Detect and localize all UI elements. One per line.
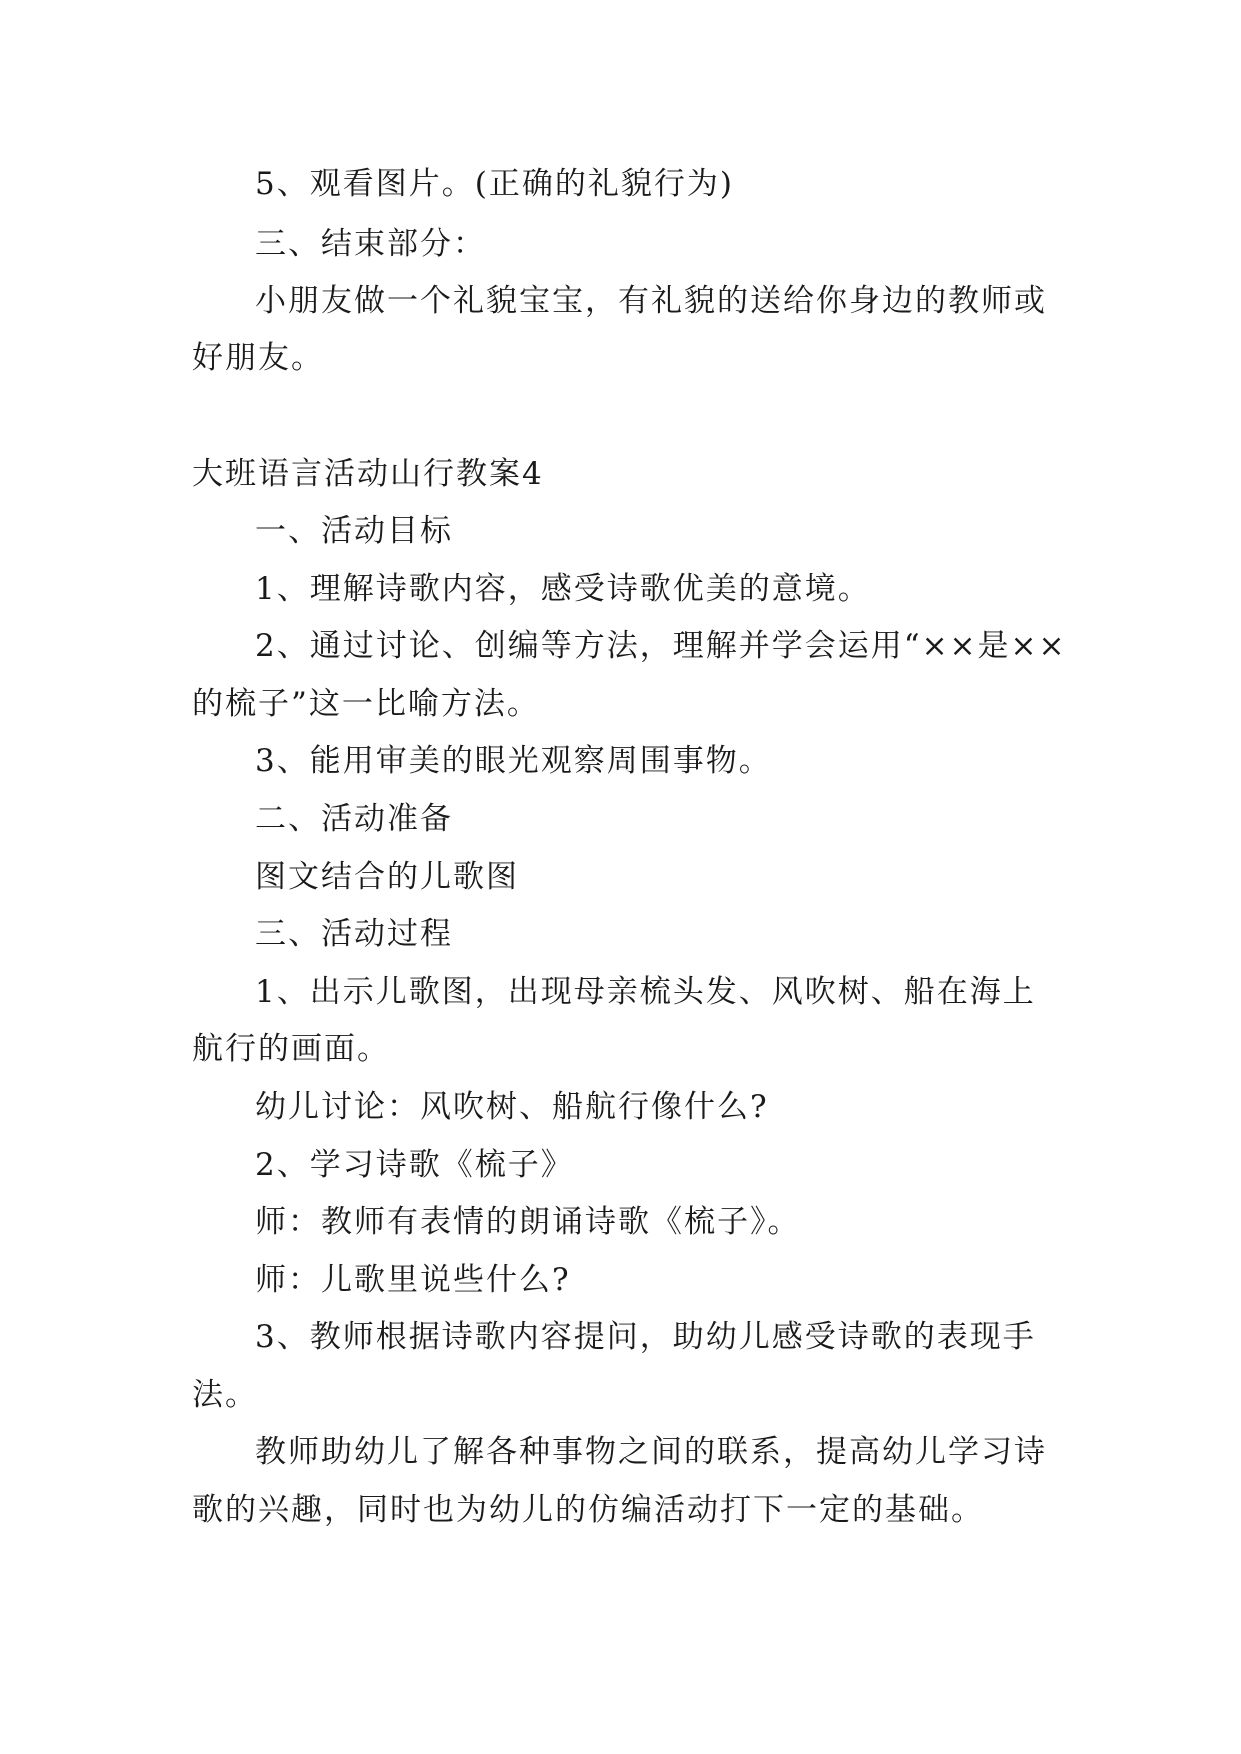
section-heading: 二、活动准备 [255, 801, 453, 837]
section-heading: 一、活动目标 [255, 513, 453, 549]
text-line: 3、能用审美的眼光观察周围事物。 [255, 743, 772, 779]
text-line: 小朋友做一个礼貌宝宝，有礼貌的送给你身边的教师或 [255, 283, 1047, 319]
text-line: 师：儿歌里说些什么? [255, 1262, 571, 1298]
text-line: 的梳子”这一比喻方法。 [192, 686, 540, 722]
text-line: 3、教师根据诗歌内容提问，助幼儿感受诗歌的表现手 [255, 1319, 1036, 1355]
text-line: 法。 [192, 1377, 258, 1413]
document-title: 大班语言活动山行教案4 [192, 456, 544, 492]
text-line: 1、出示儿歌图，出现母亲梳头发、风吹树、船在海上 [255, 974, 1036, 1010]
text-line: 2、通过讨论、创编等方法，理解并学会运用“××是×× [255, 628, 1067, 664]
section-heading: 三、结束部分： [255, 226, 486, 262]
text-line: 图文结合的儿歌图 [255, 859, 519, 895]
text-line: 教师助幼儿了解各种事物之间的联系，提高幼儿学习诗 [255, 1434, 1047, 1470]
text-line: 1、理解诗歌内容，感受诗歌优美的意境。 [255, 571, 871, 607]
text-line: 师：教师有表情的朗诵诗歌《梳子》。 [255, 1204, 801, 1240]
text-line: 幼儿讨论：风吹树、船航行像什么? [255, 1089, 769, 1125]
section-heading: 三、活动过程 [255, 916, 453, 952]
text-line: 好朋友。 [192, 340, 324, 376]
text-line: 5、观看图片。(正确的礼貌行为) [255, 166, 734, 202]
text-line: 歌的兴趣，同时也为幼儿的仿编活动打下一定的基础。 [192, 1492, 984, 1528]
text-line: 2、学习诗歌《梳子》 [255, 1147, 574, 1183]
text-line: 航行的画面。 [192, 1031, 390, 1067]
